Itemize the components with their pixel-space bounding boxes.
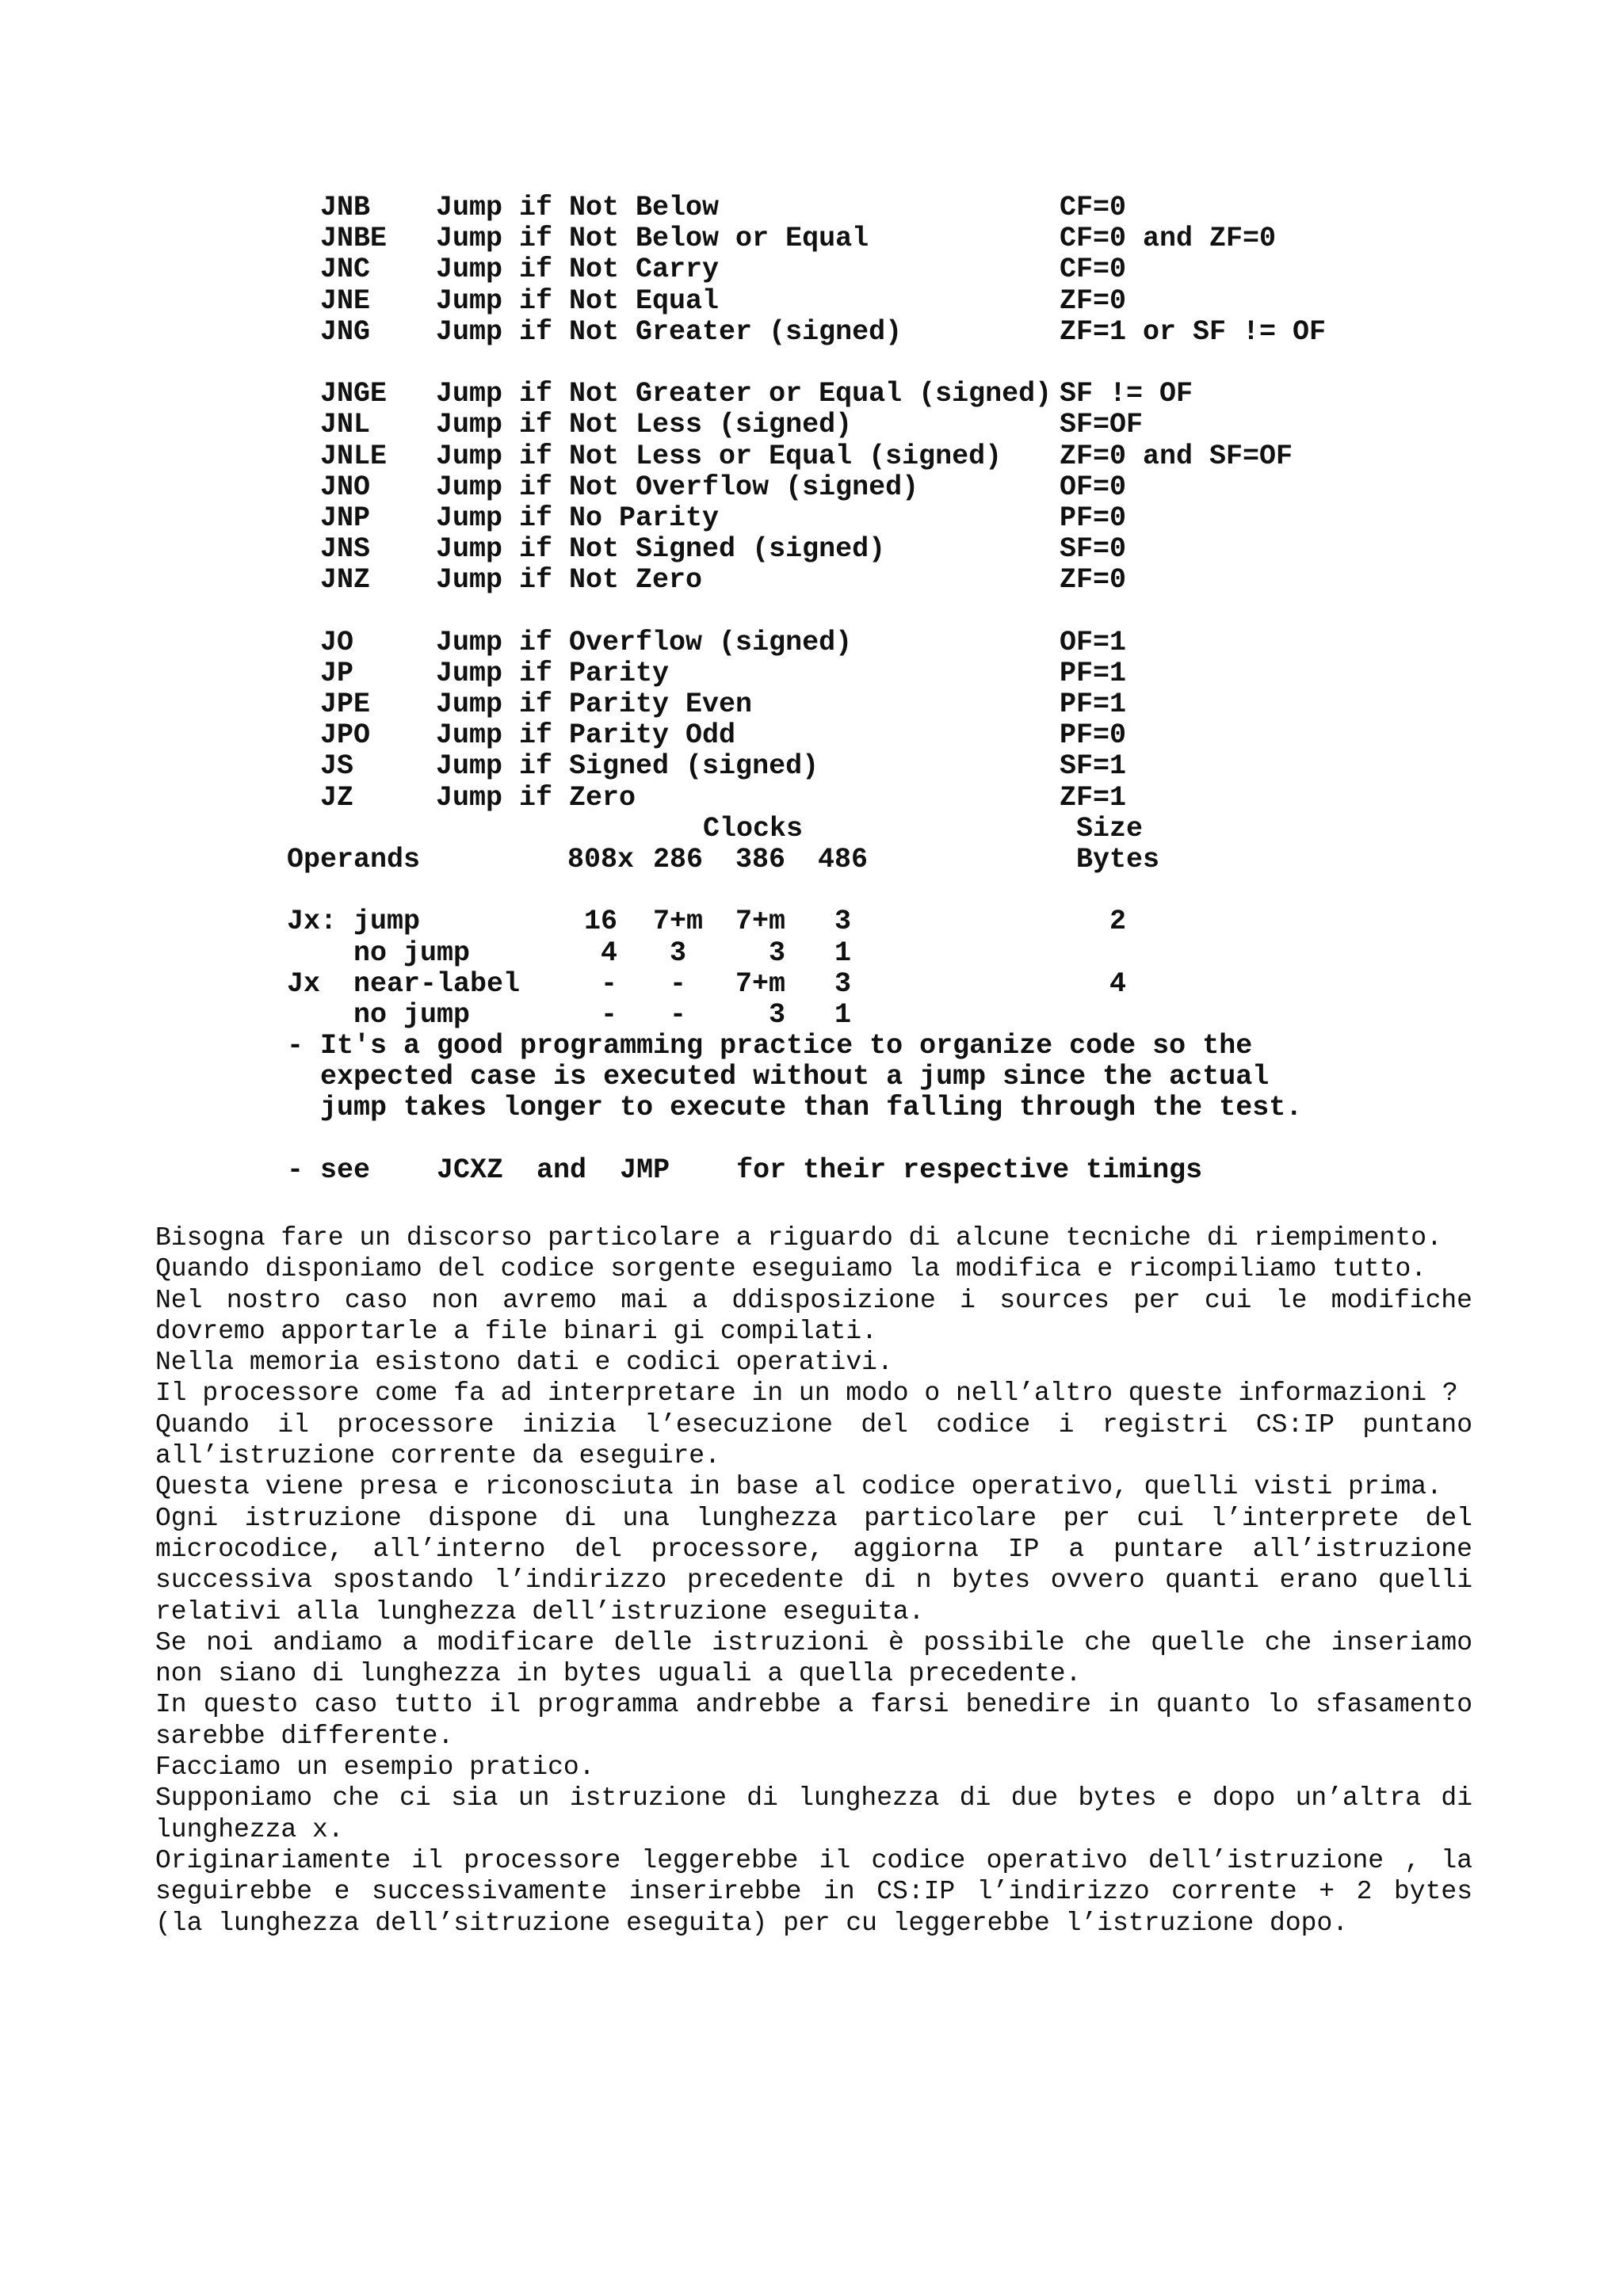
instruction-reference <box>287 193 1476 1186</box>
instruction-description: Jump if Not Below <box>436 192 720 223</box>
flag-condition: PF=0 <box>1060 719 1127 752</box>
mnemonic: JPE <box>320 688 371 720</box>
flag-condition: CF=0 and ZF=0 <box>1060 223 1277 255</box>
mnemonic: JNE <box>320 284 371 317</box>
spacer <box>287 348 1476 379</box>
instruction-description: Jump if Not Greater or Equal (signed) <box>436 378 1052 410</box>
instruction-description: Jump if Not Less (signed) <box>436 409 853 441</box>
mnemonic: JP <box>320 657 354 689</box>
flag-condition: ZF=0 and SF=OF <box>1060 440 1293 472</box>
flag-condition: SF=0 <box>1060 533 1127 566</box>
paragraph: Facciamo un esempio pratico. <box>155 1753 595 1783</box>
mnemonic: JNGE <box>320 378 388 410</box>
instruction-group-b <box>287 379 1476 596</box>
paragraph: In questo caso tutto il programma andrebbe a farsi benedire in quanto lo sfasamento sarebbe differente. <box>155 1690 1472 1751</box>
flag-condition: ZF=1 <box>1060 781 1127 814</box>
clock-286-cell: - <box>670 967 687 1000</box>
clock-486-cell: 3 <box>834 906 852 938</box>
cpu-header-386: 386 <box>735 843 786 875</box>
body-text <box>155 1222 1472 1939</box>
instruction-description: Jump if No Parity <box>436 502 720 534</box>
instruction-description: Jump if Not Less or Equal (signed) <box>436 440 1002 472</box>
clocks-label: Clocks <box>703 812 804 845</box>
clock-286-cell: 7+m <box>653 906 704 938</box>
size-cell: 2 <box>1109 906 1127 938</box>
instruction-row <box>287 689 1476 720</box>
clock-286-cell: 3 <box>670 936 687 969</box>
mnemonic: JZ <box>320 781 354 814</box>
mnemonic: JNB <box>320 192 371 223</box>
instruction-group-c <box>287 627 1476 814</box>
mnemonic: JPO <box>320 719 371 752</box>
instruction-row <box>287 286 1476 317</box>
instruction-row <box>287 503 1476 534</box>
size-cell: 4 <box>1109 967 1127 1000</box>
paragraph: Nel nostro caso non avremo mai a ddisposizione i sources per cui le modifiche dovremo apportarle a file binari gi compilati. <box>155 1285 1472 1346</box>
paragraph: Originariamente il processore leggerebbe il codice operativo dell’istruzione , la seguirebbe e successivamente inserirebbe in CS:IP l’indirizzo corrente + 2 bytes (la lunghezza dell’sitruzione eseguita) per cu leggerebbe l’istruzione dopo. <box>155 1845 1472 1938</box>
instruction-row <box>287 193 1476 223</box>
instruction-row <box>287 627 1476 658</box>
practice-note <box>287 1031 1476 1124</box>
paragraph: Ogni istruzione dispone di una lunghezza particolare per cui l’interprete del microcodice, all’interno del processore, aggiorna IP a puntare all’istruzione successiva spostando l’indirizzo precedente di n bytes ovvero quanti erano quelli relativi alla lunghezza dell’istruzione eseguita. <box>155 1503 1472 1627</box>
paragraph: Bisogna fare un discorso particolare a riguardo di alcune tecniche di riempimento. <box>155 1223 1442 1253</box>
paragraph: Se noi andiamo a modificare delle istruzioni è possibile che quelle che inseriamo non siano di lunghezza in bytes uguali a quella precedente. <box>155 1627 1472 1689</box>
clock-486-cell: 3 <box>834 967 852 1000</box>
table-row <box>287 969 1476 1000</box>
clock-486-cell: 1 <box>834 998 852 1031</box>
instruction-row <box>287 783 1476 814</box>
timing-table <box>287 814 1476 1031</box>
flag-condition: SF=OF <box>1060 409 1144 441</box>
instruction-row <box>287 658 1476 689</box>
instruction-description: Jump if Parity Odd <box>436 719 736 752</box>
bytes-label: Bytes <box>1076 843 1160 875</box>
table-row <box>287 906 1476 937</box>
paragraph: Quando il processore inizia l’esecuzione del codice i registri CS:IP puntano all’istruzione corrente da eseguire. <box>155 1409 1472 1471</box>
note-line: - It's a good programming practice to organize code so the <box>287 1030 1253 1062</box>
instruction-description: Jump if Overflow (signed) <box>436 626 853 658</box>
instruction-description: Jump if Not Zero <box>436 564 703 597</box>
size-label: Size <box>1076 812 1144 845</box>
instruction-description: Jump if Not Below or Equal <box>436 223 869 255</box>
clock-486-cell: 1 <box>834 936 852 969</box>
instruction-row <box>287 254 1476 285</box>
mnemonic: JNS <box>320 533 371 566</box>
mnemonic: JS <box>320 750 354 783</box>
paragraph: Supponiamo che ci sia un istruzione di lunghezza di due bytes e dopo un’altra di lunghezza x. <box>155 1783 1472 1844</box>
flag-condition: PF=0 <box>1060 502 1127 534</box>
operand-cell: Jx near-label <box>287 967 521 1000</box>
flag-condition: OF=0 <box>1060 471 1127 503</box>
flag-condition: SF=1 <box>1060 750 1127 783</box>
instruction-group-a <box>287 193 1476 348</box>
flag-condition: SF != OF <box>1060 378 1193 410</box>
clock-286-cell: - <box>670 998 687 1031</box>
instruction-row <box>287 223 1476 254</box>
instruction-row <box>287 534 1476 565</box>
spacer <box>287 875 1476 906</box>
clock-386-cell: 3 <box>769 998 786 1031</box>
instruction-description: Jump if Not Carry <box>436 254 720 286</box>
mnemonic: JNO <box>320 471 371 503</box>
instruction-row <box>287 410 1476 441</box>
mnemonic: JNZ <box>320 564 371 597</box>
instruction-description: Jump if Not Equal <box>436 284 720 317</box>
instruction-row <box>287 720 1476 751</box>
flag-condition: CF=0 <box>1060 254 1127 286</box>
clock-808x-cell: - <box>601 998 618 1031</box>
instruction-description: Jump if Not Signed (signed) <box>436 533 886 566</box>
instruction-description: Jump if Not Overflow (signed) <box>436 471 919 503</box>
instruction-row <box>287 472 1476 503</box>
spacer <box>287 1124 1476 1155</box>
clock-386-cell: 3 <box>769 936 786 969</box>
instruction-row <box>287 565 1476 596</box>
instruction-description: Jump if Signed (signed) <box>436 750 819 783</box>
mnemonic: JNLE <box>320 440 388 472</box>
instruction-row <box>287 441 1476 472</box>
see-also-note: - see JCXZ and JMP for their respective timings <box>287 1154 1203 1186</box>
mnemonic: JNC <box>320 254 371 286</box>
clock-808x-cell: 16 <box>584 906 618 938</box>
flag-condition: ZF=1 or SF != OF <box>1060 315 1327 348</box>
cpu-header-286: 286 <box>653 843 704 875</box>
flag-condition: ZF=0 <box>1060 564 1127 597</box>
mnemonic: JNL <box>320 409 371 441</box>
cpu-header-808x: 808x <box>567 843 635 875</box>
clock-808x-cell: 4 <box>601 936 618 969</box>
mnemonic: JNP <box>320 502 371 534</box>
paragraph: Il processore come fa ad interpretare in un modo o nell’altro queste informazioni ? <box>155 1379 1458 1409</box>
timing-header-row-2 <box>287 845 1476 875</box>
instruction-row <box>287 317 1476 348</box>
instruction-description: Jump if Not Greater (signed) <box>436 315 903 348</box>
mnemonic: JO <box>320 626 354 658</box>
clock-386-cell: 7+m <box>735 906 786 938</box>
instruction-row <box>287 751 1476 782</box>
clock-808x-cell: - <box>601 967 618 1000</box>
paragraph: Questa viene presa e riconosciuta in base al codice operativo, quelli visti prima. <box>155 1472 1442 1502</box>
operand-cell: Jx: jump <box>287 906 421 938</box>
instruction-row <box>287 379 1476 410</box>
operand-cell: no jump <box>287 998 471 1031</box>
flag-condition: ZF=0 <box>1060 284 1127 317</box>
clock-386-cell: 7+m <box>735 967 786 1000</box>
cpu-header-486: 486 <box>818 843 869 875</box>
table-row <box>287 938 1476 969</box>
operands-label: Operands <box>287 843 421 875</box>
flag-condition: OF=1 <box>1060 626 1127 658</box>
operand-cell: no jump <box>287 936 471 969</box>
note-line: expected case is executed without a jump since the actual <box>287 1061 1270 1093</box>
mnemonic: JNG <box>320 315 371 348</box>
flag-condition: PF=1 <box>1060 688 1127 720</box>
paragraph: Quando disponiamo del codice sorgente eseguiamo la modifica e ricompiliamo tutto. <box>155 1254 1427 1284</box>
instruction-description: Jump if Zero <box>436 781 636 814</box>
instruction-description: Jump if Parity <box>436 657 670 689</box>
timing-header-row-1 <box>287 814 1476 845</box>
mnemonic: JNBE <box>320 223 388 255</box>
flag-condition: PF=1 <box>1060 657 1127 689</box>
instruction-description: Jump if Parity Even <box>436 688 753 720</box>
flag-condition: CF=0 <box>1060 192 1127 223</box>
paragraph: Nella memoria esistono dati e codici operativi. <box>155 1348 893 1378</box>
note-line: jump takes longer to execute than falling through the test. <box>287 1092 1303 1124</box>
spacer <box>287 596 1476 627</box>
table-row <box>287 1000 1476 1031</box>
